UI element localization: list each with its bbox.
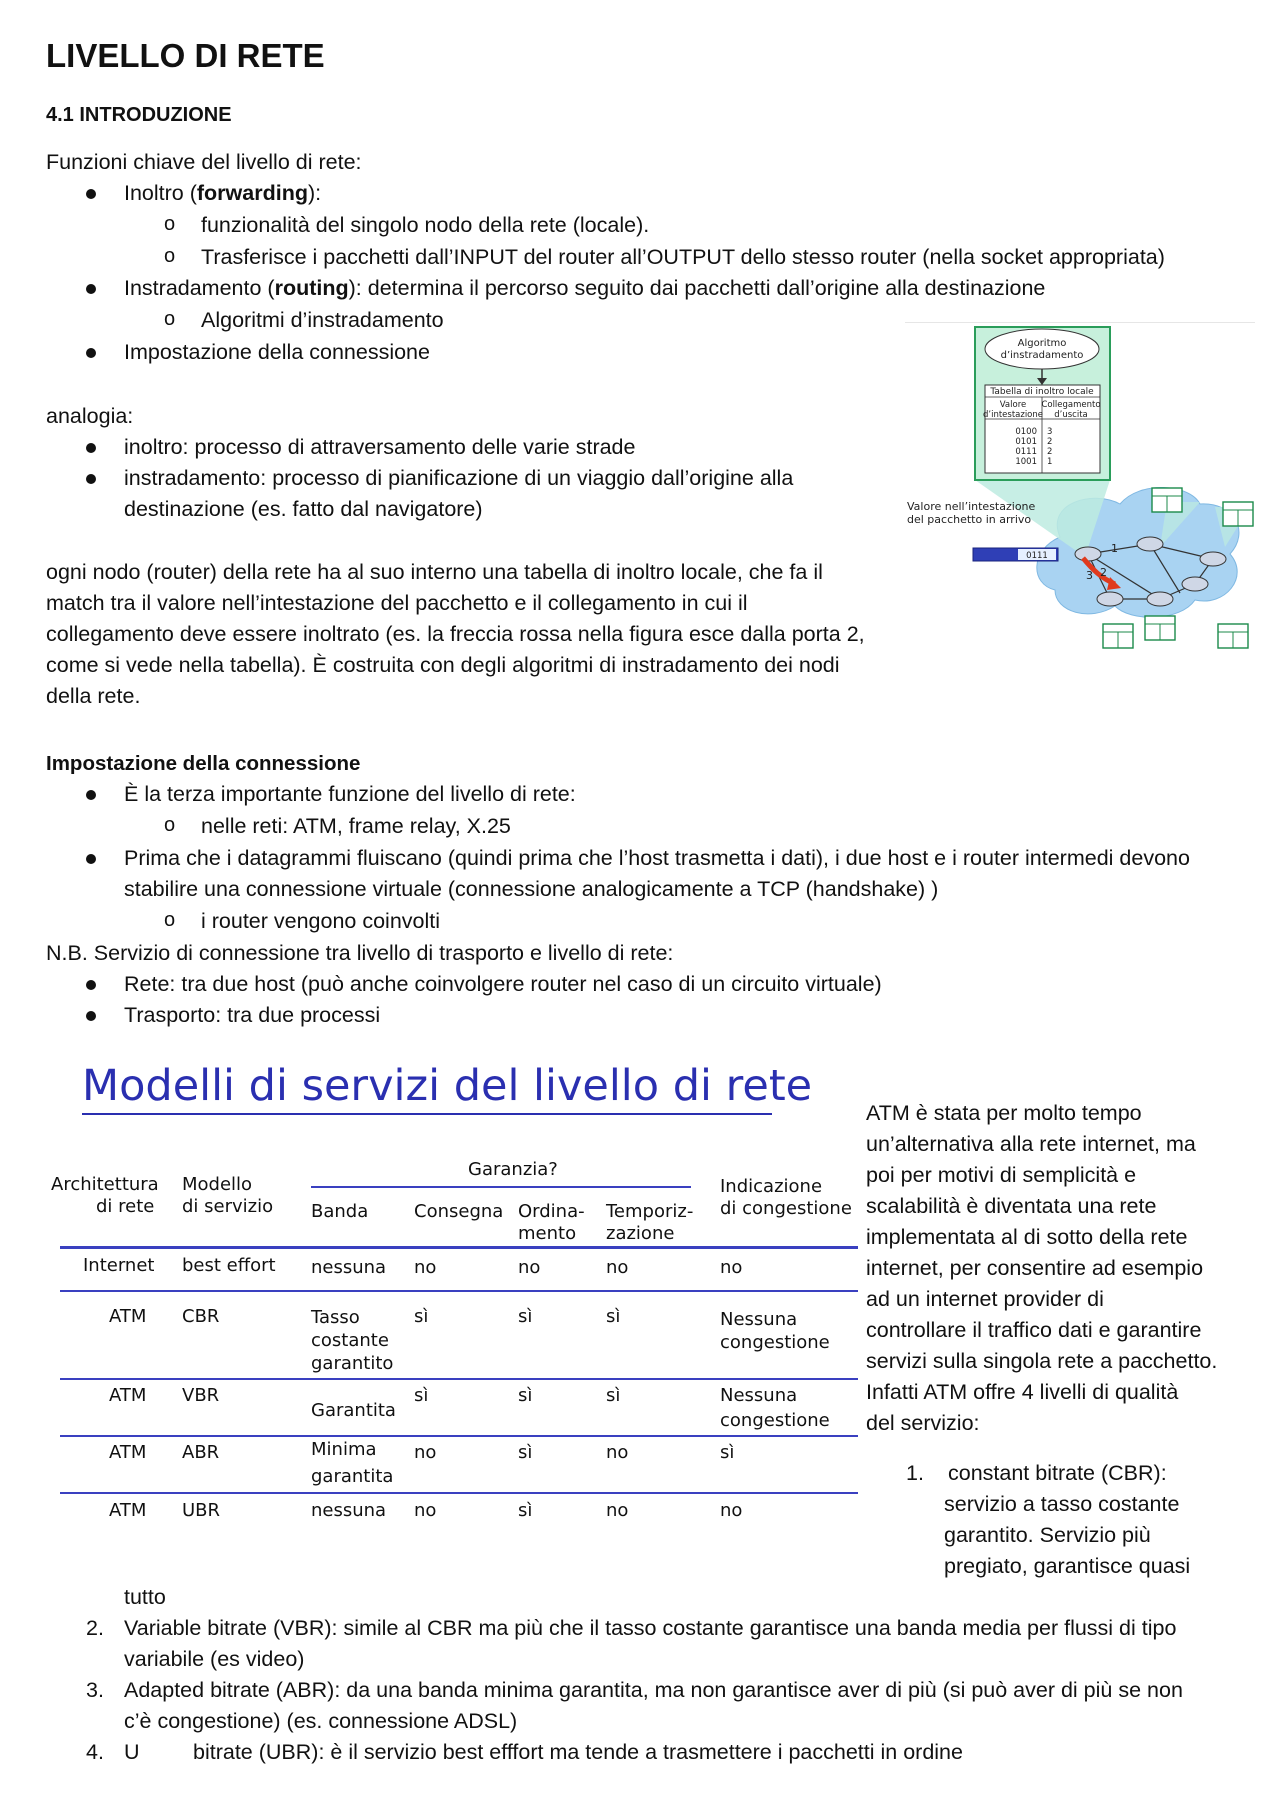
- connection-item-1: È la terza importante funzione del livello di rete:: [124, 782, 576, 806]
- cell-model: best effort: [182, 1255, 276, 1276]
- bullet: [86, 443, 96, 453]
- service-models-figure: [46, 1058, 858, 1528]
- cell-band: nessuna: [311, 1257, 387, 1278]
- models-title: Modelli di servizi del livello di rete: [82, 1061, 813, 1111]
- table-value: 0111: [1015, 447, 1037, 457]
- cell-arch: ATM: [109, 1442, 147, 1463]
- arrival-label-2: del pacchetto in arrivo: [907, 513, 1032, 526]
- header-arch-2: di rete: [96, 1196, 155, 1217]
- col2-header-2: d’uscita: [1054, 410, 1088, 420]
- header-order-2: mento: [518, 1223, 577, 1244]
- cell-delivery: sì: [414, 1306, 429, 1327]
- connection-item-1-sub: nelle reti: ATM, frame relay, X.25: [201, 814, 511, 838]
- cell-timing: no: [606, 1442, 629, 1463]
- level-3-line: Adapted bitrate (ABR): da una banda minima garantita, ma non garantisce aver di più (si può aver di più se non: [124, 1678, 1183, 1702]
- intro-heading: Funzioni chiave del livello di rete:: [46, 150, 362, 174]
- header-model-2: di servizio: [182, 1196, 274, 1217]
- col1-header-1: Valore: [999, 400, 1027, 410]
- header-congestion-2: di congestione: [720, 1198, 852, 1219]
- node-paragraph-line: collegamento deve essere inoltrato (es. la freccia rossa nella figura esce dalla porta 2,: [46, 622, 865, 646]
- level-1-line: pregiato, garantisce quasi: [944, 1554, 1191, 1578]
- table-link: 1: [1047, 457, 1053, 467]
- cell-band: nessuna: [311, 1500, 387, 1521]
- cell-congestion: no: [720, 1257, 743, 1278]
- bullet: [86, 348, 96, 358]
- header-model-1: Modello: [182, 1174, 253, 1195]
- row-rule: [60, 1435, 858, 1437]
- col2-header-1: Collegamento: [1041, 400, 1101, 410]
- header-delivery: Consegna: [414, 1201, 504, 1222]
- level-1-cont: tutto: [124, 1585, 166, 1609]
- cell-model: CBR: [182, 1306, 220, 1327]
- atm-text-line: internet, per consentire ad esempio: [866, 1256, 1204, 1280]
- forwarding-sub-1: funzionalità del singolo nodo della rete (locale).: [201, 213, 650, 237]
- packet-value: 0111: [1026, 551, 1048, 561]
- nb-text: N.B. Servizio di connessione tra livello di trasporto e livello di rete:: [46, 941, 674, 965]
- table-link: 3: [1047, 427, 1053, 437]
- row-rule: [60, 1290, 858, 1292]
- router: [1200, 552, 1226, 566]
- analogy-item-1: inoltro: processo di attraversamento delle varie strade: [124, 435, 636, 459]
- router: [1182, 577, 1208, 591]
- cell-arch: ATM: [109, 1385, 147, 1406]
- level-2-line: Variable bitrate (VBR): simile al CBR ma più che il tasso costante garantisce una banda media per flussi di tipo: [124, 1616, 1177, 1640]
- table-link: 2: [1047, 437, 1053, 447]
- analogy-item-2-cont: destinazione (es. fatto dal navigatore): [124, 497, 483, 521]
- atm-text-line: scalabilità è diventata una rete: [866, 1194, 1157, 1218]
- bullet: [86, 189, 96, 199]
- cell-delivery: no: [414, 1442, 437, 1463]
- forwarding-table: [982, 385, 1100, 473]
- cell-delivery: sì: [414, 1385, 429, 1406]
- level-1-line: servizio a tasso costante: [944, 1492, 1180, 1516]
- forwarding-sub-2: Trasferisce i pacchetti dall’INPUT del router all’OUTPUT dello stesso router (nella socket appropriata): [201, 245, 1165, 269]
- atm-text-line: ATM è stata per molto tempo: [866, 1101, 1142, 1125]
- circle-marker: o: [164, 213, 176, 235]
- table-value: 0101: [1015, 437, 1037, 447]
- routing-sub: Algoritmi d’instradamento: [201, 308, 444, 332]
- forwarding-item: [124, 178, 321, 209]
- level-4-line: bitrate (UBR): è il servizio best efffort ma tende a trasmettere i pacchetti in ordine: [193, 1740, 963, 1764]
- cell-order: sì: [518, 1385, 533, 1406]
- cell-congestion: sì: [720, 1442, 735, 1463]
- circle-marker: o: [164, 245, 176, 267]
- cell-timing: sì: [606, 1306, 621, 1327]
- cell-band: garantito: [311, 1353, 394, 1374]
- cell-model: VBR: [182, 1385, 220, 1406]
- circle-marker: o: [164, 814, 176, 836]
- atm-text-line: un’alternativa alla rete internet, ma: [866, 1132, 1196, 1156]
- atm-text-line: controllare il traffico dati e garantire: [866, 1318, 1202, 1342]
- forwarding-pre: Inoltro (: [124, 181, 197, 205]
- table-link: 2: [1047, 447, 1053, 457]
- connection-item-2-line1: Prima che i datagrammi fluiscano (quindi prima che l’host trasmetta i dati), i due host e i router intermedi devono: [124, 846, 1190, 870]
- port-label: 3: [1086, 569, 1093, 582]
- list-number: 2.: [86, 1616, 104, 1640]
- cell-delivery: no: [414, 1257, 437, 1278]
- table-value: 1001: [1015, 457, 1037, 467]
- node-paragraph-line: ogni nodo (router) della rete ha al suo interno una tabella di inoltro locale, che fa il: [46, 560, 823, 584]
- cell-order: no: [518, 1257, 541, 1278]
- atm-text-line: ad un internet provider di: [866, 1287, 1104, 1311]
- col1-header-2: d’intestazione: [982, 410, 1044, 420]
- header-arch-1: Architettura: [51, 1174, 159, 1195]
- atm-text-line: poi per motivi di semplicità e: [866, 1163, 1137, 1187]
- table-value: 0100: [1015, 427, 1037, 437]
- atm-text-line: Infatti ATM offre 4 livelli di qualità: [866, 1380, 1179, 1404]
- node-paragraph-line: match tra il valore nell’intestazione del pacchetto e il collegamento in cui il: [46, 591, 748, 615]
- level-3-line: c’è congestione) (es. connessione ADSL): [124, 1709, 518, 1733]
- algo-label-1: Algoritmo: [1017, 338, 1067, 349]
- bullet: [86, 284, 96, 294]
- table-title: Tabella di inoltro locale: [990, 387, 1094, 397]
- port-label: 2: [1100, 566, 1107, 579]
- circle-marker: o: [164, 909, 176, 931]
- router: [1147, 592, 1173, 606]
- cell-congestion: no: [720, 1500, 743, 1521]
- port-label: 1: [1111, 542, 1118, 555]
- connection-heading: Impostazione della connessione: [46, 752, 361, 775]
- routing-algorithm-ellipse: [985, 329, 1099, 369]
- level-4-letter: U: [124, 1740, 140, 1764]
- cell-arch: Internet: [83, 1255, 155, 1276]
- header-timing-1: Temporiz-: [606, 1201, 694, 1222]
- cell-band: garantita: [311, 1466, 394, 1487]
- row-rule: [60, 1378, 858, 1380]
- router: [1097, 592, 1123, 606]
- nb-item-1: Rete: tra due host (può anche coinvolgere router nel caso di un circuito virtuale): [124, 972, 882, 996]
- cell-order: sì: [518, 1442, 533, 1463]
- routing-item: [124, 273, 1045, 304]
- level-1-line: garantito. Servizio più: [944, 1523, 1151, 1547]
- algo-label-2: d’instradamento: [1000, 350, 1084, 361]
- header-band: Banda: [311, 1201, 369, 1222]
- header-congestion-1: Indicazione: [720, 1176, 823, 1197]
- section-heading: 4.1 INTRODUZIONE: [46, 104, 232, 126]
- bullet: [86, 980, 96, 990]
- atm-text-line: servizi sulla singola rete a pacchetto.: [866, 1349, 1218, 1373]
- cell-arch: ATM: [109, 1306, 147, 1327]
- forwarding-post: ):: [307, 181, 322, 205]
- header-rule: [60, 1246, 858, 1249]
- header-timing-2: zazione: [606, 1223, 675, 1244]
- arrival-label-1: Valore nell’intestazione: [907, 500, 1036, 513]
- level-1-line: constant bitrate (CBR):: [948, 1461, 1167, 1485]
- atm-text-line: del servizio:: [866, 1411, 980, 1435]
- cell-timing: sì: [606, 1385, 621, 1406]
- list-number: 4.: [86, 1740, 104, 1764]
- title-underline: [82, 1113, 772, 1115]
- nb-item-2: Trasporto: tra due processi: [124, 1003, 381, 1027]
- routing-bold: routing: [274, 276, 349, 300]
- atm-text-line: implementata al di sotto della rete: [866, 1225, 1188, 1249]
- cell-timing: no: [606, 1257, 629, 1278]
- cell-order: sì: [518, 1500, 533, 1521]
- cell-band: Garantita: [311, 1400, 396, 1421]
- cell-arch: ATM: [109, 1500, 147, 1521]
- header-order-1: Ordina-: [518, 1201, 585, 1222]
- bullet: [86, 790, 96, 800]
- row-rule: [60, 1492, 858, 1494]
- cell-congestion: Nessuna: [720, 1309, 798, 1330]
- circle-marker: o: [164, 308, 176, 330]
- node-paragraph-line: come si vede nella tabella). È costruita con degli algoritmi di instradamento dei nodi: [46, 653, 840, 677]
- router: [1137, 537, 1163, 551]
- network-figure: [905, 322, 1255, 662]
- guarantee-underline: [311, 1186, 691, 1188]
- bullet: [86, 474, 96, 484]
- cell-model: ABR: [182, 1442, 220, 1463]
- network-diagram: [905, 322, 1255, 662]
- level-2-line: variabile (es video): [124, 1647, 305, 1671]
- list-number: 3.: [86, 1678, 104, 1702]
- node-paragraph-line: della rete.: [46, 684, 141, 708]
- bullet: [86, 1011, 96, 1021]
- analogy-item-2: instradamento: processo di pianificazione di un viaggio dall’origine alla: [124, 466, 794, 490]
- cell-band: Minima: [311, 1439, 377, 1460]
- header-guarantee: Garanzia?: [468, 1159, 558, 1180]
- connection-item: Impostazione della connessione: [124, 340, 430, 364]
- routing-pre: Instradamento (: [124, 276, 275, 300]
- router: [1075, 547, 1101, 561]
- page-title: LIVELLO DI RETE: [46, 37, 325, 74]
- cell-model: UBR: [182, 1500, 221, 1521]
- connection-item-2-line2: stabilire una connessione virtuale (connessione analogicamente a TCP (handshake) ): [124, 877, 939, 901]
- forwarding-bold: forwarding: [196, 181, 308, 205]
- connection-item-2-sub: i router vengono coinvolti: [201, 909, 441, 933]
- cell-congestion: congestione: [720, 1332, 830, 1353]
- analogy-heading: analogia:: [46, 404, 134, 428]
- cell-band: costante: [311, 1330, 389, 1351]
- list-number: 1.: [906, 1461, 924, 1485]
- cell-band: Tasso: [311, 1307, 360, 1328]
- cell-congestion: Nessuna: [720, 1385, 798, 1406]
- cell-order: sì: [518, 1306, 533, 1327]
- bullet: [86, 854, 96, 864]
- cell-timing: no: [606, 1500, 629, 1521]
- cell-delivery: no: [414, 1500, 437, 1521]
- cell-congestion: congestione: [720, 1410, 830, 1431]
- routing-post: ): determina il percorso seguito dai pacchetti dall’origine alla destinazione: [348, 276, 1046, 300]
